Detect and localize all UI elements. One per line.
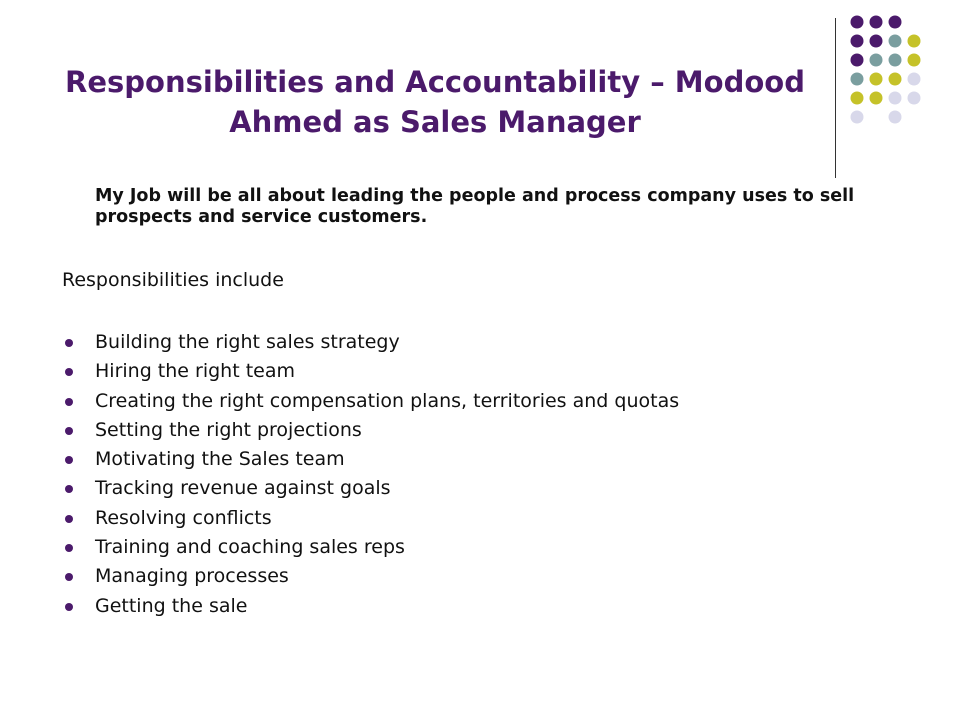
decorative-dot <box>889 35 902 48</box>
decorative-dot <box>889 73 902 86</box>
decorative-dot <box>851 35 864 48</box>
bullet-icon <box>65 398 73 406</box>
decorative-dot <box>851 111 864 124</box>
bullet-icon <box>65 456 73 464</box>
bullet-item <box>62 533 679 562</box>
bullet-icon <box>65 339 73 347</box>
decorative-dot <box>870 35 883 48</box>
vertical-divider <box>835 18 836 178</box>
bullet-item <box>62 592 679 621</box>
intro-paragraph: My Job will be all about leading the people and process company uses to sell prospects and service customers. <box>95 186 855 227</box>
bullet-text: Hiring the right team <box>95 360 295 383</box>
bullet-item <box>62 387 679 416</box>
bullet-text: Building the right sales strategy <box>95 331 400 353</box>
decorative-dot <box>908 35 921 48</box>
bullet-text: Getting the sale <box>95 594 248 617</box>
decorative-dot <box>870 92 883 105</box>
decorative-dot <box>851 92 864 105</box>
decorative-dot <box>870 54 883 67</box>
decorative-dot <box>870 73 883 86</box>
slide-title: Responsibilities and Accountability – Modood Ahmed as Sales Manager <box>65 65 805 139</box>
decorative-dot <box>851 54 864 67</box>
decorative-dot <box>908 92 921 105</box>
decorative-dot <box>889 92 902 105</box>
bullet-item <box>62 504 679 533</box>
bullet-item <box>62 562 679 591</box>
bullet-text: Resolving conflicts <box>95 506 272 529</box>
bullet-item <box>62 474 679 503</box>
bullet-item <box>62 445 679 474</box>
bullet-text: Training and coaching sales reps <box>95 536 405 559</box>
bullet-icon <box>65 485 73 493</box>
bullet-icon <box>65 573 73 581</box>
bullet-icon <box>65 603 73 611</box>
decorative-dot <box>870 16 883 29</box>
bullet-text: Managing processes <box>95 565 289 588</box>
bullet-text: Creating the right compensation plans, territories and quotas <box>95 389 680 412</box>
responsibilities-list <box>62 328 679 621</box>
responsibilities-heading: Responsibilities include <box>62 269 284 291</box>
decorative-dot <box>851 73 864 86</box>
decorative-dot <box>889 54 902 67</box>
bullet-icon <box>65 515 73 523</box>
decorative-dot <box>851 16 864 29</box>
bullet-text: Tracking revenue against goals <box>95 477 391 500</box>
decorative-dot <box>908 54 921 67</box>
decorative-dot <box>908 73 921 86</box>
bullet-icon <box>65 427 73 435</box>
bullet-item <box>62 357 679 386</box>
bullet-text: Motivating the Sales team <box>95 448 345 471</box>
bullet-icon <box>65 368 73 376</box>
bullet-icon <box>65 544 73 552</box>
decorative-dot <box>889 16 902 29</box>
decorative-dot <box>889 111 902 124</box>
bullet-text: Setting the right projections <box>95 418 362 441</box>
bullet-item <box>62 328 679 357</box>
bullet-item <box>62 416 679 445</box>
